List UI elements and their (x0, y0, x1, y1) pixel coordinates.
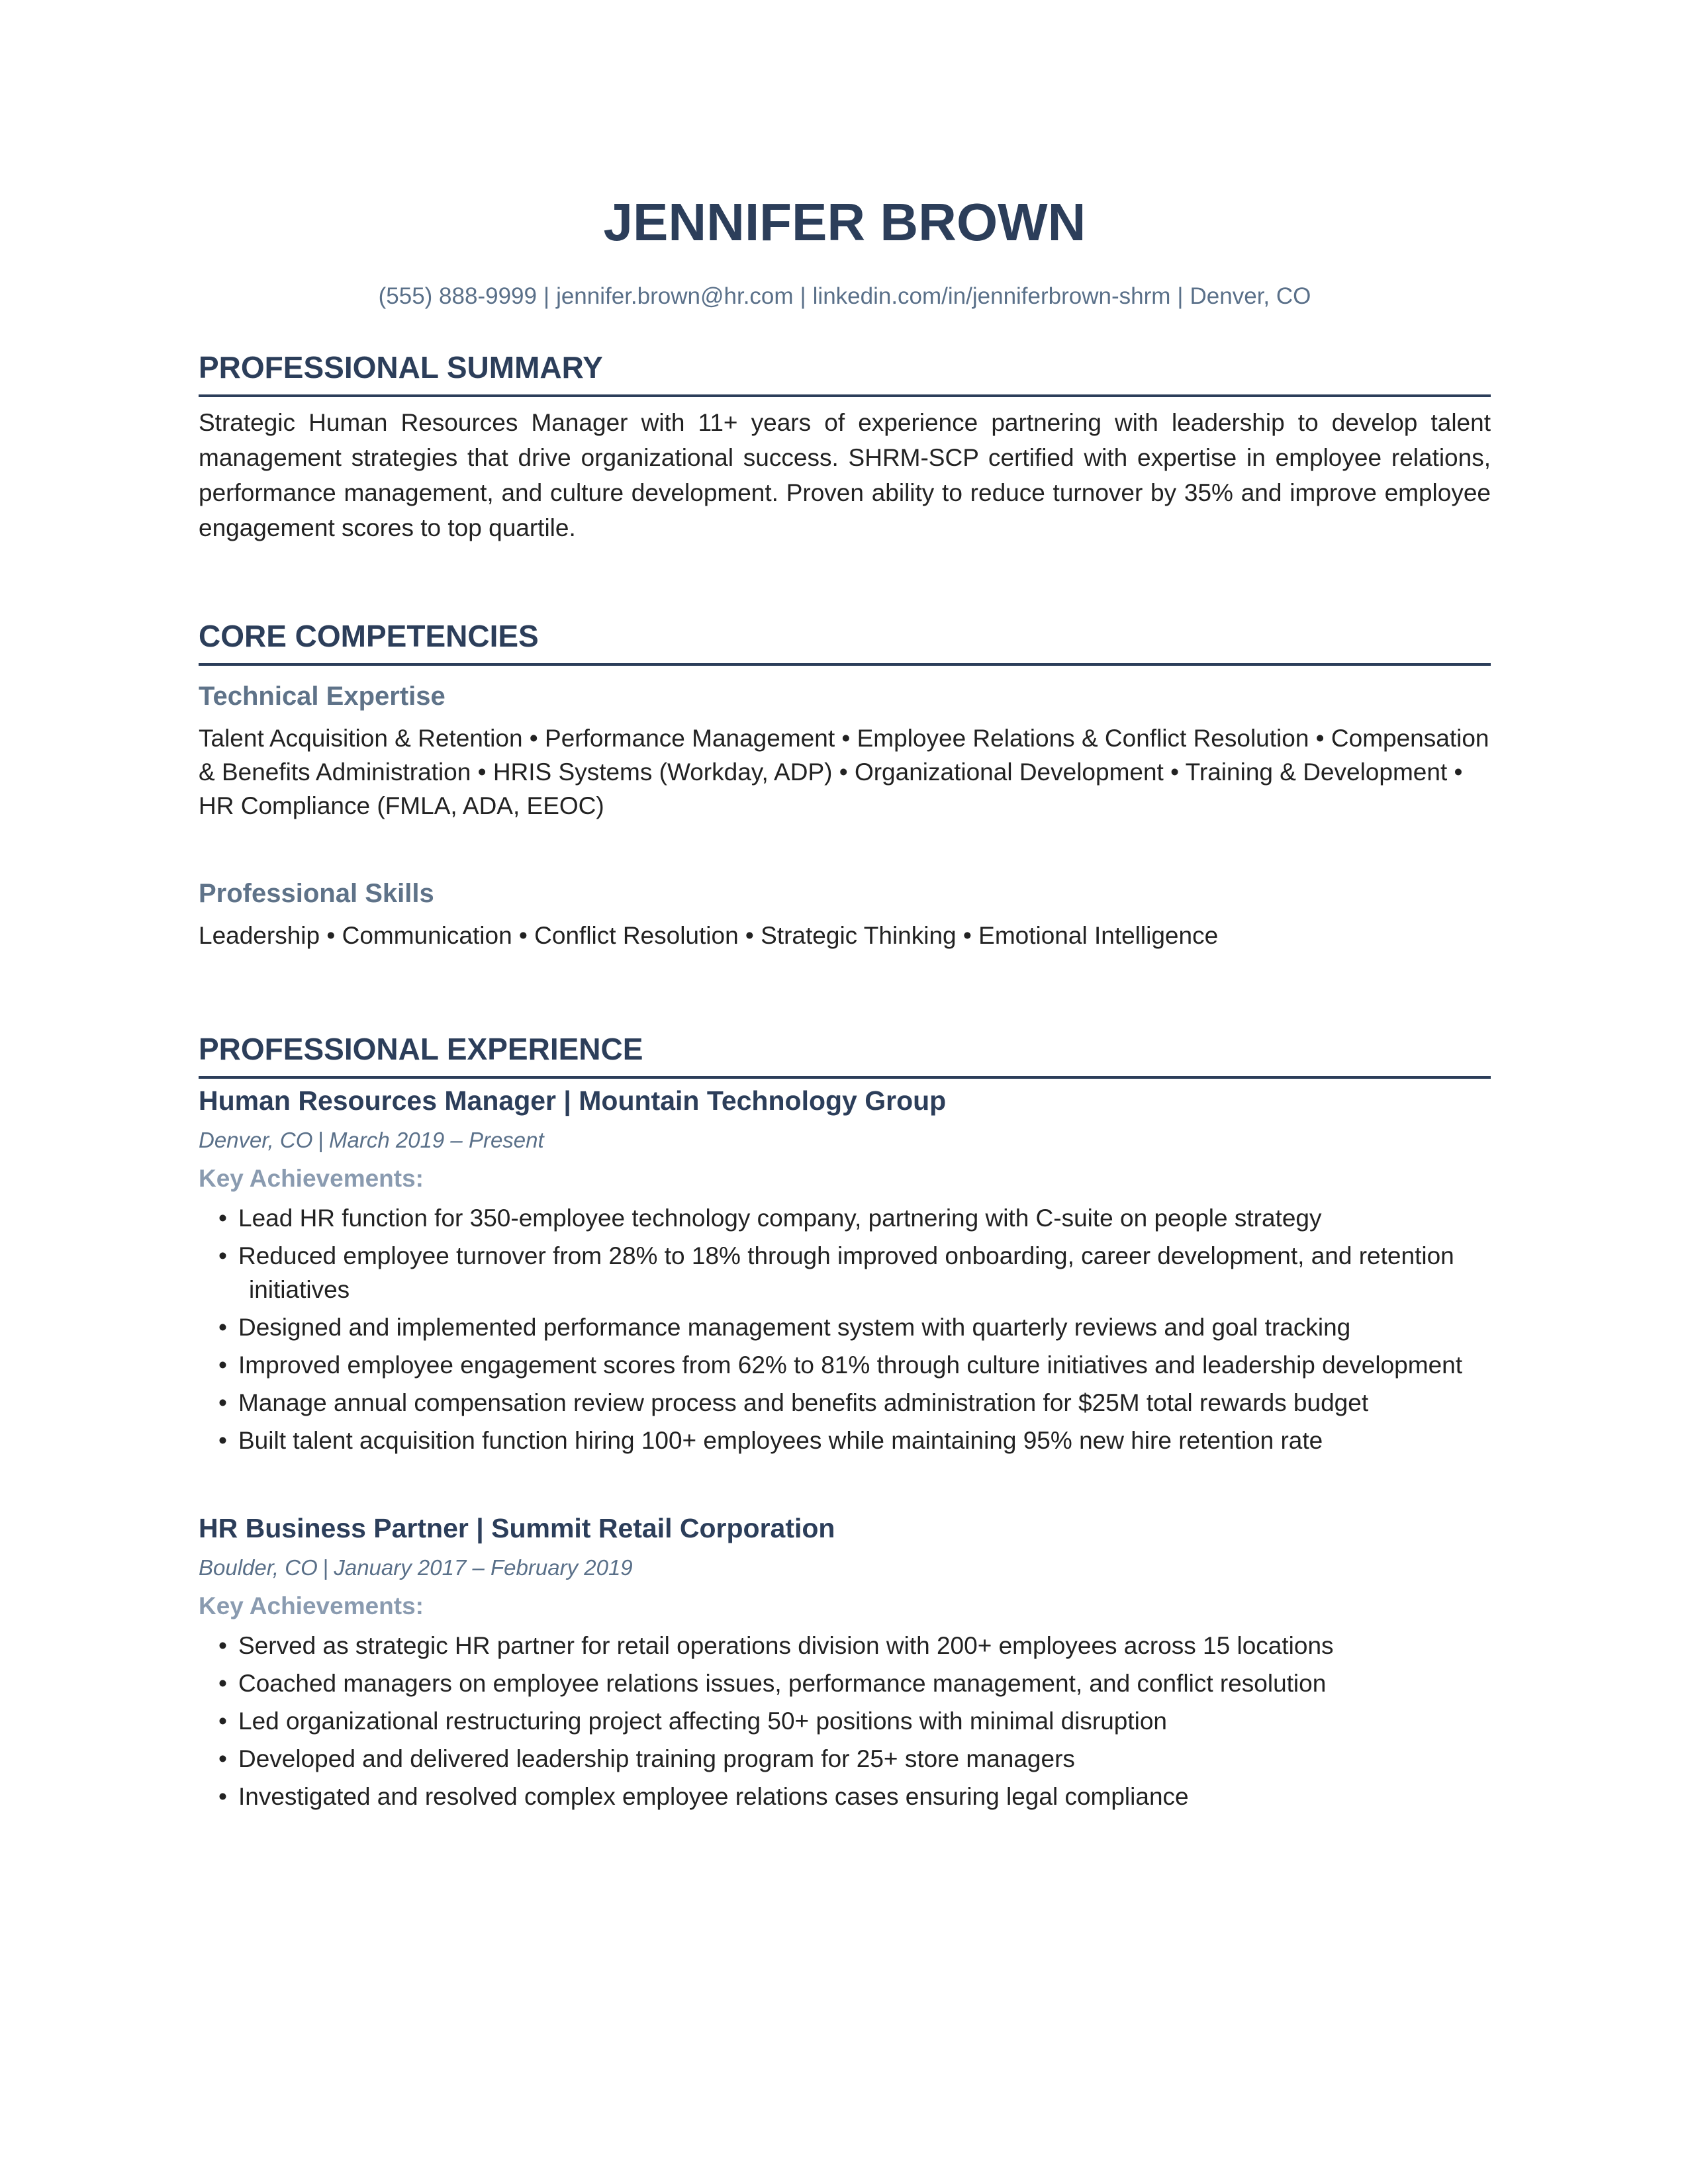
job-dates: March 2019 – Present (328, 1128, 544, 1152)
achievements-label: Key Achievements: (199, 1592, 424, 1619)
experience-heading: PROFESSIONAL EXPERIENCE (199, 1032, 643, 1066)
achievement-text: Served as strategic HR partner for retail operations division with 200+ employees across 15 locations (238, 1632, 1334, 1659)
contact-separator: | (543, 283, 550, 309)
technical-expertise-heading: Technical Expertise (199, 682, 445, 711)
contact-separator: | (800, 283, 806, 309)
bullet-icon: • (218, 1314, 227, 1341)
achievements-list (199, 1629, 1491, 1817)
bullet-icon: • (218, 1707, 227, 1735)
bullet-icon: • (218, 1632, 227, 1659)
achievement-item (199, 1742, 1491, 1776)
section-divider (199, 1076, 1491, 1079)
professional-skills-list: Leadership • Communication • Conflict Resolution • Strategic Thinking • Emotional Intelligence (199, 922, 1219, 949)
bullet-icon: • (218, 1351, 227, 1379)
bullet-icon: • (218, 1783, 227, 1810)
job-meta-separator: | (318, 1128, 324, 1152)
achievements-list (199, 1201, 1491, 1461)
bullet-icon: • (218, 1242, 227, 1269)
achievement-item (199, 1239, 1491, 1306)
job-title: HR Business Partner | Summit Retail Corporation (199, 1513, 835, 1543)
section-divider (199, 394, 1491, 397)
achievement-text: Designed and implemented performance management system with quarterly reviews and goal tracking (238, 1314, 1351, 1341)
achievement-text: Improved employee engagement scores from 62% to 81% through culture initiatives and leadership development (238, 1351, 1463, 1379)
job-meta-separator: | (322, 1555, 329, 1580)
achievement-item (199, 1310, 1491, 1344)
technical-expertise-list: Talent Acquisition & Retention • Performance Management • Employee Relations & Conflict Resolution • Compensation & Benefits Administration • HRIS Systems (Workday, ADP) • Organizational Development • Training & Development • HR Compliance (FMLA, ADA, EEOC) (199, 725, 1489, 819)
bullet-icon: • (218, 1427, 227, 1454)
achievements-label: Key Achievements: (199, 1165, 424, 1192)
bullet-icon: • (218, 1205, 227, 1232)
achievement-text: Developed and delivered leadership training program for 25+ store managers (238, 1745, 1075, 1772)
contact-linkedin[interactable]: linkedin.com/in/jenniferbrown-shrm (812, 283, 1171, 309)
achievement-item (199, 1386, 1491, 1420)
achievement-text: Lead HR function for 350-employee technology company, partnering with C-suite on people strategy (238, 1205, 1322, 1232)
achievement-text: Coached managers on employee relations issues, performance management, and conflict resolution (238, 1670, 1327, 1697)
job-meta (199, 1128, 544, 1153)
bullet-icon: • (218, 1670, 227, 1697)
bullet-icon: • (218, 1389, 227, 1416)
achievement-item (199, 1201, 1491, 1235)
achievement-text: Reduced employee turnover from 28% to 18% through improved onboarding, career development, and retention initiatives (238, 1242, 1454, 1303)
achievement-item (199, 1666, 1491, 1700)
job-meta (199, 1555, 633, 1580)
achievement-item (199, 1780, 1491, 1813)
job-location: Boulder, CO (199, 1555, 318, 1580)
achievement-item (199, 1348, 1491, 1382)
section-divider (199, 663, 1491, 666)
achievement-item (199, 1424, 1491, 1457)
contact-location: Denver, CO (1190, 283, 1311, 309)
achievement-text: Built talent acquisition function hiring 100+ employees while maintaining 95% new hire retention rate (238, 1427, 1323, 1454)
achievement-item (199, 1704, 1491, 1738)
competencies-heading: CORE COMPETENCIES (199, 619, 539, 653)
bullet-icon: • (218, 1745, 227, 1772)
contact-separator: | (1177, 283, 1184, 309)
job-dates: January 2017 – February 2019 (334, 1555, 633, 1580)
job-title: Human Resources Manager | Mountain Technology Group (199, 1085, 947, 1116)
achievement-text: Led organizational restructuring project affecting 50+ positions with minimal disruption (238, 1707, 1168, 1735)
candidate-name: JENNIFER BROWN (603, 193, 1086, 251)
professional-skills-heading: Professional Skills (199, 879, 434, 908)
summary-heading: PROFESSIONAL SUMMARY (199, 350, 603, 385)
contact-email[interactable]: jennifer.brown@hr.com (556, 283, 794, 309)
achievement-text: Manage annual compensation review process and benefits administration for $25M total rewards budget (238, 1389, 1369, 1416)
achievement-item (199, 1629, 1491, 1662)
summary-text: Strategic Human Resources Manager with 11+ years of experience partnering with leadership to develop talent management strategies that drive organizational success. SHRM-SCP certified with expertise in employee relations, performance management, and culture development. Proven ability to reduce turnover by 35% and improve employee engagement scores to top quartile. (199, 409, 1491, 541)
contact-phone: (555) 888-9999 (378, 283, 537, 309)
job-location: Denver, CO (199, 1128, 313, 1152)
achievement-text: Investigated and resolved complex employee relations cases ensuring legal compliance (238, 1783, 1189, 1810)
contact-line (199, 283, 1491, 310)
